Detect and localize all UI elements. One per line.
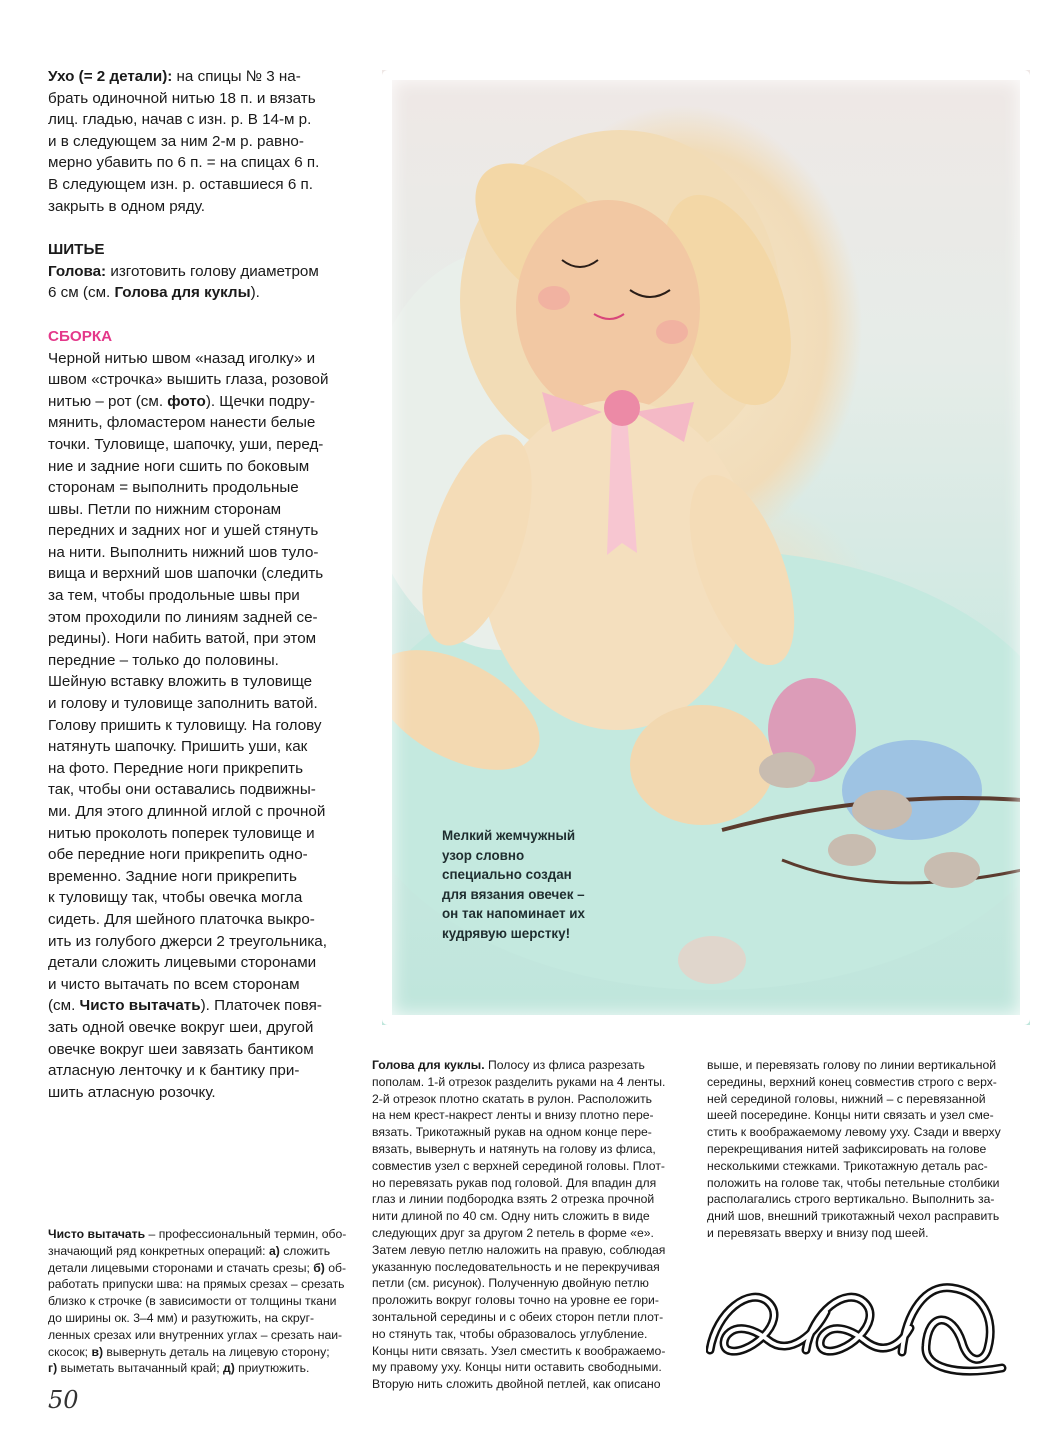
caption-line: он так напоминает их bbox=[442, 906, 585, 922]
text-line bbox=[48, 823, 354, 845]
text-run: вывернуть деталь на лицевую сторону; bbox=[103, 1344, 330, 1359]
text-run: близко к строчке (в зависимости от толщины ткани bbox=[48, 1294, 337, 1309]
text-run: передних и задних ног и ушей стянуть bbox=[48, 522, 319, 540]
page-number: 50 bbox=[48, 1386, 79, 1414]
bold-term: фото bbox=[167, 392, 206, 410]
text-run: на фото. Передние ноги прикрепить bbox=[48, 759, 303, 777]
text-run: точки. Туловище, шапочку, уши, перед- bbox=[48, 435, 324, 453]
text-run: дний шов, внешний трикотажный чехол расправить bbox=[707, 1209, 1000, 1224]
text-run: ). Платочек повя- bbox=[200, 997, 322, 1015]
ear-instructions bbox=[48, 66, 354, 217]
text-line bbox=[372, 1091, 682, 1108]
text-run: ми. Для этого длинной иглой с прочной bbox=[48, 803, 326, 820]
text-line bbox=[372, 1225, 682, 1242]
text-run: за тем, чтобы продольные швы при bbox=[48, 587, 300, 605]
text-line bbox=[48, 607, 354, 629]
bold-term: а) bbox=[268, 1243, 280, 1258]
text-run: совместив узел с верхней серединой головы. Плот- bbox=[372, 1158, 665, 1173]
text-run: и голову и туловище заполнить ватой. bbox=[48, 695, 318, 713]
text-run: мянить, фломастером нанести белые bbox=[48, 414, 316, 432]
text-line bbox=[707, 1141, 1007, 1158]
text-line bbox=[48, 499, 354, 521]
text-run: значающий ряд конкретных операций: bbox=[48, 1243, 269, 1258]
text-run: шить атласную розочку. bbox=[48, 1083, 216, 1101]
text-run: зать одной овечке вокруг шеи, другой bbox=[48, 1018, 314, 1036]
text-line bbox=[372, 1124, 682, 1141]
text-run: сторонам = выполнить продольные bbox=[48, 479, 299, 497]
text-run: Черной нитью швом «назад иголку» и bbox=[48, 349, 316, 367]
text-line bbox=[48, 1360, 354, 1377]
text-run: 6 см (см. bbox=[48, 284, 115, 302]
text-run: вища и верхний шов шапочки (следить bbox=[48, 565, 324, 583]
text-line bbox=[48, 1243, 354, 1260]
text-line bbox=[372, 1275, 682, 1292]
caption-line: узор словно bbox=[442, 847, 525, 863]
text-run: и чисто вытачать по всем сторонам bbox=[48, 975, 300, 993]
bold-term: в) bbox=[91, 1344, 104, 1359]
text-run: располагались строго вертикально. Выполнить за- bbox=[707, 1192, 995, 1207]
bold-term: д) bbox=[223, 1361, 235, 1376]
text-run: сидеть. Для шейного платочка выкро- bbox=[48, 910, 315, 928]
text-line bbox=[48, 131, 354, 153]
text-line bbox=[372, 1259, 682, 1276]
text-line bbox=[48, 628, 354, 650]
text-run: шеей посередине. Концы нити связать и узел сме- bbox=[707, 1108, 994, 1123]
text-line bbox=[707, 1057, 1007, 1074]
text-line bbox=[48, 1017, 354, 1039]
text-run: к туловищу так, чтобы овечка могла bbox=[48, 889, 303, 907]
text-line bbox=[372, 1208, 682, 1225]
text-line bbox=[372, 1309, 682, 1326]
text-run: лиц. гладью, начав с изн. р. В 14-м р. bbox=[48, 111, 312, 129]
text-run: этом проходили по линиям задней се- bbox=[48, 608, 318, 626]
text-line bbox=[48, 585, 354, 607]
text-line bbox=[707, 1208, 1007, 1225]
text-run: атласную ленточку и к бантику при- bbox=[48, 1062, 300, 1080]
text-run: В следующем изн. р. оставшиеся 6 п. bbox=[48, 175, 313, 193]
text-line bbox=[48, 477, 354, 499]
loop-diagram bbox=[706, 1272, 1008, 1380]
text-line bbox=[48, 844, 354, 866]
text-line bbox=[48, 1039, 354, 1061]
left-column bbox=[48, 66, 354, 1103]
text-run: глаз и линии подбородка взять 2 отрезка прочной bbox=[372, 1192, 655, 1207]
text-line bbox=[48, 995, 354, 1017]
text-run: перекрещивания нитей зафиксировать на голове bbox=[707, 1141, 987, 1156]
text-line bbox=[372, 1242, 682, 1259]
text-line bbox=[707, 1091, 1007, 1108]
caption-line: для вязания овечек – bbox=[442, 886, 585, 902]
text-run: ). Щечки подру- bbox=[205, 392, 315, 410]
text-line bbox=[707, 1158, 1007, 1175]
text-line bbox=[48, 736, 354, 758]
text-line bbox=[48, 152, 354, 174]
text-run: брать одиночной нитью 18 п. и вязать bbox=[48, 89, 316, 107]
text-line bbox=[48, 952, 354, 974]
text-run: петли (см. рисунок). Полученную двойную петлю bbox=[372, 1276, 649, 1291]
text-run: зонтальной середины и с обеих сторон петли плот- bbox=[372, 1309, 664, 1324]
text-line bbox=[48, 1276, 354, 1293]
text-run: об- bbox=[324, 1260, 347, 1275]
text-line bbox=[48, 909, 354, 931]
text-run: 2-й отрезок плотно скатать в рулон. Расположить bbox=[372, 1091, 653, 1106]
text-line bbox=[48, 671, 354, 693]
text-run: детали сложить лицевыми сторонами bbox=[48, 954, 317, 972]
footnote-clean-stitch bbox=[48, 1226, 354, 1377]
doll-head-instructions-continued bbox=[707, 1057, 1007, 1242]
text-line bbox=[48, 758, 354, 780]
text-line bbox=[48, 650, 354, 672]
bold-term: Чисто вытачать bbox=[48, 1227, 146, 1241]
text-run: середины, верхний конец совместив строго с верх- bbox=[707, 1074, 997, 1089]
text-line bbox=[48, 1327, 354, 1344]
text-run: натянуть шапочку. Пришить уши, как bbox=[48, 738, 308, 756]
text-line bbox=[48, 1060, 354, 1082]
text-run: и перевязать вверху и внизу под шеей. bbox=[707, 1225, 929, 1240]
text-line bbox=[707, 1107, 1007, 1124]
text-line bbox=[48, 1082, 354, 1104]
assembly-heading: СБОРКА bbox=[48, 327, 113, 345]
text-line bbox=[372, 1158, 682, 1175]
text-run: ленных срезах или внутренних углах – срезать наи- bbox=[48, 1327, 343, 1342]
text-run: нитью проколоть поперек туловище и bbox=[48, 824, 315, 842]
text-run: швом «строчка» вышить глаза, розовой bbox=[48, 371, 329, 389]
text-run: несколькими стежками. Трикотажную деталь рас- bbox=[707, 1158, 988, 1173]
text-run: редины). Ноги набить ватой, при этом bbox=[48, 630, 317, 648]
text-line bbox=[48, 887, 354, 909]
sewing-heading: ШИТЬЕ bbox=[48, 241, 105, 259]
text-run: му правому уху. Концы нити оставить свободными. bbox=[372, 1360, 662, 1375]
caption-line: кудрявую шерстку! bbox=[442, 925, 571, 941]
bold-term: б) bbox=[313, 1260, 325, 1275]
text-run: Вторую нить сложить двойной петлей, как описано bbox=[372, 1377, 661, 1392]
text-line bbox=[48, 520, 354, 542]
caption-line: Мелкий жемчужный bbox=[442, 828, 576, 843]
text-line bbox=[372, 1343, 682, 1360]
text-run: следующих друг за другом 2 петель в форме «е». bbox=[372, 1225, 654, 1240]
text-run: приутюжить. bbox=[234, 1361, 310, 1376]
text-line bbox=[48, 88, 354, 110]
text-line bbox=[48, 456, 354, 478]
text-line bbox=[48, 1226, 354, 1243]
text-run: вязать, вывернуть и натянуть на голову из флиса, bbox=[372, 1141, 656, 1156]
text-run: швы. Петли по нижним сторонам bbox=[48, 500, 282, 518]
text-line bbox=[48, 1293, 354, 1310]
bold-term: Голова для куклы bbox=[114, 284, 251, 302]
text-run: но перевязать рукав под головой. Для впадин для bbox=[372, 1175, 657, 1190]
text-run: стить к воображаемому левому уху. Сзади и вверху bbox=[707, 1125, 1001, 1140]
text-run: ние и задние ноги сшить по боковым bbox=[48, 457, 310, 475]
sewing-instructions bbox=[48, 261, 354, 304]
text-run: выше, и перевязать голову по линии вертикальной bbox=[707, 1058, 997, 1072]
text-line bbox=[48, 412, 354, 434]
text-run: ить из голубого джерси 2 треугольника, bbox=[48, 932, 327, 950]
text-line bbox=[48, 196, 354, 218]
lamb-toy-photo bbox=[382, 70, 1030, 1025]
text-line bbox=[48, 1310, 354, 1327]
text-run: пополам. 1-й отрезок разделить руками на 4 ленты. bbox=[372, 1074, 666, 1089]
text-run: временно. Задние ноги прикрепить bbox=[48, 867, 297, 885]
text-line bbox=[48, 801, 354, 823]
text-run: на спицы № 3 на- bbox=[172, 68, 301, 85]
text-line bbox=[707, 1175, 1007, 1192]
text-line bbox=[48, 693, 354, 715]
text-run: и в следующем за ним 2-м р. равно- bbox=[48, 132, 304, 150]
photo-caption bbox=[442, 826, 612, 944]
text-line bbox=[48, 563, 354, 585]
text-run: изготовить голову диаметром bbox=[106, 262, 319, 280]
text-line bbox=[48, 434, 354, 456]
text-line bbox=[48, 66, 354, 88]
text-run: сложить bbox=[279, 1243, 331, 1258]
text-line bbox=[48, 174, 354, 196]
text-line bbox=[48, 779, 354, 801]
text-run: Полосу из флиса разрезать bbox=[484, 1058, 645, 1072]
text-run: овечке вокруг шеи завязать бантиком bbox=[48, 1040, 314, 1058]
text-run: нити длиной по 40 см. Одну нить сложить в виде bbox=[372, 1209, 650, 1224]
text-run: до ширины ок. 3–4 мм) и разутюжить, на скруг- bbox=[48, 1310, 315, 1325]
text-line bbox=[48, 1260, 354, 1277]
text-line bbox=[48, 1344, 354, 1361]
text-line bbox=[707, 1191, 1007, 1208]
text-run: выметать вытачанный край; bbox=[57, 1361, 223, 1376]
bold-term: г) bbox=[48, 1361, 58, 1376]
text-run: вязать. Трикотажный рукав на одном конце пере- bbox=[372, 1125, 652, 1140]
text-line bbox=[48, 109, 354, 131]
text-run: (см. bbox=[48, 997, 80, 1015]
text-line bbox=[372, 1175, 682, 1192]
text-run: – профессиональный термин, обо- bbox=[145, 1227, 347, 1241]
bold-term: Чисто вытачать bbox=[79, 997, 201, 1015]
text-line bbox=[372, 1292, 682, 1309]
text-run: Шейную вставку вложить в туловище bbox=[48, 673, 313, 691]
assembly-instructions bbox=[48, 348, 354, 1104]
text-line bbox=[48, 542, 354, 564]
text-run: Концы нити связать. Узел сместить к воображаемо- bbox=[372, 1343, 666, 1358]
text-run: но стянуть так, чтобы образовалось углубление. bbox=[372, 1326, 648, 1341]
text-run: закрыть в одном ряду. bbox=[48, 197, 205, 215]
text-run: указанную последовательность и не перекручивая bbox=[372, 1259, 660, 1274]
text-line bbox=[48, 866, 354, 888]
text-line bbox=[372, 1074, 682, 1091]
text-line bbox=[372, 1376, 682, 1393]
text-line bbox=[48, 715, 354, 737]
text-line bbox=[372, 1191, 682, 1208]
text-line bbox=[48, 369, 354, 391]
text-run: так, чтобы они оставались подвижны- bbox=[48, 781, 316, 799]
text-line bbox=[707, 1074, 1007, 1091]
text-line bbox=[48, 391, 354, 413]
text-line bbox=[372, 1326, 682, 1343]
text-run: нитью – рот (см. bbox=[48, 392, 168, 410]
text-line bbox=[372, 1141, 682, 1158]
text-line bbox=[707, 1225, 1007, 1242]
text-run: передние – только до половины. bbox=[48, 651, 279, 669]
text-line bbox=[48, 974, 354, 996]
text-run: работать припуски шва: на прямых срезах – срезать bbox=[48, 1277, 345, 1292]
text-run: обе передние ноги прикрепить одно- bbox=[48, 846, 308, 864]
bold-term: Голова для куклы. bbox=[372, 1058, 485, 1072]
text-run: на нем крест-накрест ленты и внизу плотно пере- bbox=[372, 1108, 654, 1123]
text-run: положить на голове так, чтобы петельные столбики bbox=[707, 1175, 1000, 1190]
text-line bbox=[48, 261, 354, 283]
doll-head-instructions bbox=[372, 1057, 682, 1393]
text-run: мерно убавить по 6 п. = на спицах 6 п. bbox=[48, 154, 320, 172]
bold-term: Ухо (= 2 детали): bbox=[48, 68, 173, 85]
text-run: ). bbox=[250, 284, 260, 302]
caption-line: специально создан bbox=[442, 867, 572, 883]
text-run: Затем левую петлю наложить на правую, соблюдая bbox=[372, 1242, 666, 1257]
bold-term: Голова: bbox=[48, 262, 107, 280]
text-line bbox=[48, 931, 354, 953]
text-line bbox=[372, 1057, 682, 1074]
text-run: ней серединой головы, нижний – с перевязанной bbox=[707, 1091, 986, 1106]
text-run: проложить вокруг головы точно на уровне ее гори- bbox=[372, 1293, 659, 1308]
text-run: на нити. Выполнить нижний шов туло- bbox=[48, 543, 319, 561]
text-run: детали лицевыми сторонами и стачать срезы; bbox=[48, 1260, 314, 1275]
text-run: Голову пришить к туловищу. На голову bbox=[48, 716, 322, 734]
text-line bbox=[372, 1107, 682, 1124]
text-line bbox=[48, 348, 354, 370]
text-line bbox=[372, 1359, 682, 1376]
text-run: скосок; bbox=[48, 1344, 92, 1359]
text-line bbox=[707, 1124, 1007, 1141]
text-line bbox=[48, 282, 354, 304]
